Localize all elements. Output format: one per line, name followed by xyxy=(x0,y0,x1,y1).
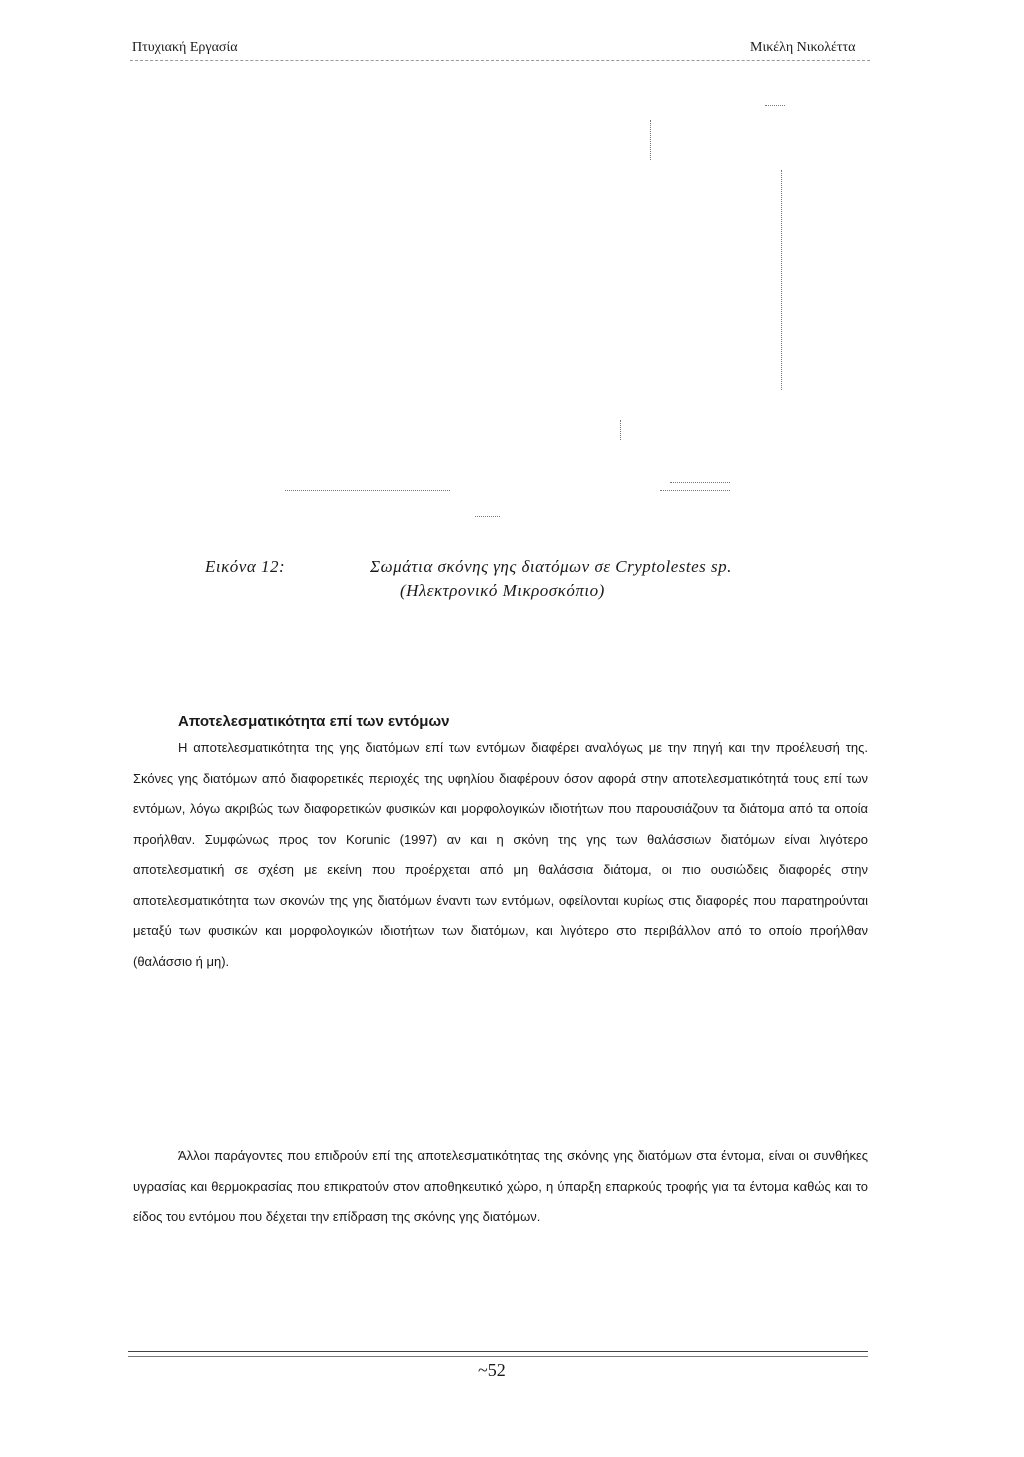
footer-divider xyxy=(128,1351,868,1352)
header-author: Μικέλη Νικολέττα xyxy=(750,40,856,55)
figure-artifact-line xyxy=(650,120,651,160)
figure-artifact-line xyxy=(285,490,450,491)
header-title: Πτυχιακή Εργασία xyxy=(132,40,238,55)
paragraph: Άλλοι παράγοντες που επιδρούν επί της αποτελεσματικότητας της σκόνης γης διατόμων στα έντομα, είναι οι συνθήκες υγρασίας και θερμοκρασίας που επικρατούν στον αποθηκευτικό χώρο, η ύπαρξη επαρκούς τροφής για τα έντομα καθώς και το είδος του εντόμου που δέχεται την επίδραση της σκόνης γης διατόμων. xyxy=(133,1148,868,1224)
figure-artifact-line xyxy=(620,420,621,440)
section-heading: Αποτελεσματικότητα επί των εντόμων xyxy=(178,713,450,730)
header-divider xyxy=(130,60,870,61)
figure-caption: Σωμάτια σκόνης γης διατόμων σε Cryptolestes sp. xyxy=(370,557,732,576)
figure-subcaption: (Ηλεκτρονικό Μικροσκόπιο) xyxy=(400,581,605,600)
figure-image-area xyxy=(130,70,870,530)
figure-label: Εικόνα 12: xyxy=(205,557,286,576)
figure-artifact-line xyxy=(475,516,500,517)
footer-divider xyxy=(128,1356,868,1357)
page-number: ~52 xyxy=(478,1360,506,1380)
figure-artifact-line xyxy=(670,482,730,483)
figure-artifact-line xyxy=(660,490,730,491)
figure-artifact-line xyxy=(765,105,785,106)
paragraph: Η αποτελεσματικότητα της γης διατόμων επί των εντόμων διαφέρει αναλόγως με την πηγή και την προέλευσή της. Σκόνες γης διατόμων από διαφορετικές περιοχές της υφηλίου διαφέρουν όσον αφορά στην αποτελεσματικότητά τους επί των εντόμων, λόγω ακριβώς των διαφορετικών φυσικών και μορφολογικών ιδιοτήτων που παρουσιάζουν τα διάτομα από τα οποία προήλθαν. Συμφώνως προς τον Korunic (1997) αν και η σκόνη της γης των θαλάσσιων διατόμων είναι λιγότερο αποτελεσματική σε σχέση με εκείνη που προέρχεται από μη θαλάσσια διάτομα, οι πιο ουσιώδεις διαφορές στην αποτελεσματικότητα των σκονών της γης διατόμων έναντι των εντόμων, οφείλονται κυρίως στις διαφορές που παρατηρούνται μεταξύ των φυσικών και μορφολογικών ιδιοτήτων των διατόμων, και λιγότερο στο περιβάλλον από το οποίο προήλθαν (θαλάσσιο ή μη). xyxy=(133,740,868,969)
figure-artifact-line xyxy=(781,170,782,390)
